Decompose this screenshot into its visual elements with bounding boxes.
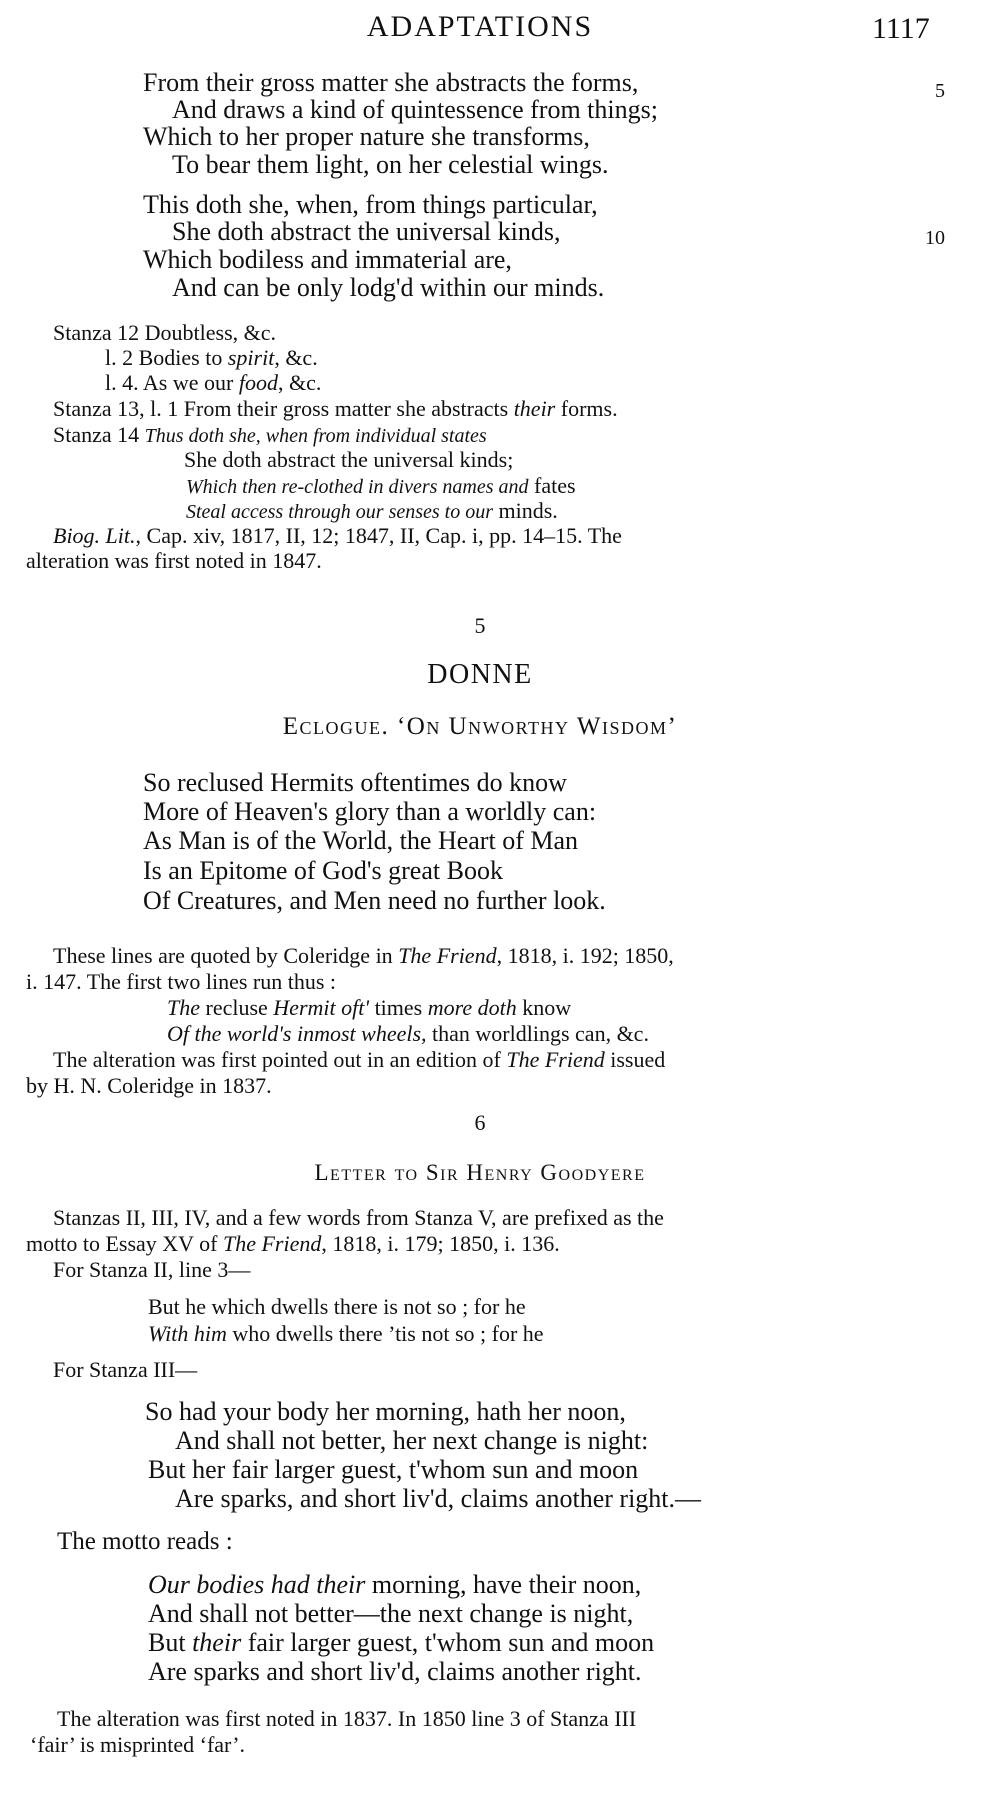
note-line: The alteration was first pointed out in an edition of The Friend issued — [53, 1047, 666, 1072]
note-line: Biog. Lit., Cap. xiv, 1817, II, 12; 1847, II, Cap. i, pp. 14–15. The — [53, 523, 622, 548]
note-line: Which then re-clothed in divers names and fates — [186, 473, 576, 498]
quoted-line: Of the world's inmost wheels, than worldlings can, &c. — [167, 1021, 649, 1046]
poem-line: Which to her proper nature she transforms, — [143, 122, 590, 151]
note-line: motto to Essay XV of The Friend, 1818, i. 179; 1850, i. 136. — [26, 1231, 560, 1256]
quoted-line: But he which dwells there is not so ; for he — [148, 1294, 526, 1319]
section-title: Eclogue. ‘On Unworthy Wisdom’ — [282, 713, 678, 740]
poem-line: As Man is of the World, the Heart of Man — [143, 826, 579, 855]
note-line: Stanza 13, l. 1 From their gross matter she abstracts their forms. — [53, 396, 618, 421]
line-number: 5 — [935, 80, 945, 102]
note-line: She doth abstract the universal kinds; — [184, 447, 514, 472]
note-line: alteration was first noted in 1847. — [26, 548, 322, 573]
note-line: For Stanza III— — [53, 1357, 198, 1382]
note-line: Steal access through our senses to our minds. — [186, 498, 558, 523]
section-number: 6 — [474, 1110, 486, 1135]
poem-line: But her fair larger guest, t'whom sun and moon — [148, 1455, 639, 1484]
poem-line: Of Creatures, and Men need no further look. — [143, 886, 606, 915]
quoted-line: With him who dwells there ’tis not so ; for he — [148, 1321, 544, 1346]
note-line: by H. N. Coleridge in 1837. — [26, 1073, 272, 1098]
section-number: 5 — [474, 613, 486, 638]
note-line: ‘fair’ is misprinted ‘far’. — [30, 1732, 246, 1757]
note-line: l. 4. As we our food, &c. — [105, 370, 322, 395]
poem-line: And can be only lodg'd within our minds. — [172, 273, 605, 302]
poem-line: So had your body her morning, hath her noon, — [145, 1397, 626, 1426]
poem-line: But their fair larger guest, t'whom sun and moon — [148, 1628, 655, 1657]
poem-line: And draws a kind of quintessence from things; — [172, 95, 658, 124]
poem-line: And shall not better, her next change is night: — [175, 1426, 649, 1455]
note-line: Stanzas II, III, IV, and a few words from Stanza V, are prefixed as the — [53, 1205, 664, 1230]
page-number: 1117 — [872, 12, 930, 45]
poem-line: Are sparks and short liv'd, claims another right. — [148, 1657, 642, 1686]
note-line: These lines are quoted by Coleridge in The Friend, 1818, i. 192; 1850, — [53, 943, 674, 968]
poem-line: To bear them light, on her celestial wings. — [172, 150, 609, 179]
poem-line: Are sparks, and short liv'd, claims another right.— — [175, 1484, 702, 1513]
note-line: Stanza 14 Thus doth she, when from individual states — [53, 422, 487, 447]
note-line: The alteration was first noted in 1837. In 1850 line 3 of Stanza III — [57, 1706, 637, 1731]
poem-line: Is an Epitome of God's great Book — [143, 856, 503, 885]
poem-line: This doth she, when, from things particular, — [143, 190, 598, 219]
poem-line: So reclused Hermits oftentimes do know — [143, 768, 567, 797]
note-line: i. 147. The first two lines run thus : — [26, 969, 337, 994]
running-head: ADAPTATIONS — [366, 10, 594, 43]
poem-line: Our bodies had their morning, have their noon, — [148, 1570, 642, 1599]
poem-line: And shall not better—the next change is night, — [148, 1599, 634, 1628]
note-line: The motto reads : — [57, 1528, 233, 1555]
poem-line: She doth abstract the universal kinds, — [172, 217, 561, 246]
poem-line: More of Heaven's glory than a worldly can: — [143, 797, 597, 826]
section-title: Letter to Sir Henry Goodyere — [314, 1160, 646, 1185]
note-line: For Stanza II, line 3— — [53, 1257, 251, 1282]
note-line: l. 2 Bodies to spirit, &c. — [105, 345, 318, 370]
section-author: DONNE — [427, 659, 533, 690]
poem-line: Which bodiless and immaterial are, — [143, 245, 512, 274]
note-line: Stanza 12 Doubtless, &c. — [53, 320, 277, 345]
poem-line: From their gross matter she abstracts the forms, — [143, 68, 639, 97]
quoted-line: The recluse Hermit oft' times more doth know — [167, 995, 572, 1020]
line-number: 10 — [925, 227, 945, 249]
